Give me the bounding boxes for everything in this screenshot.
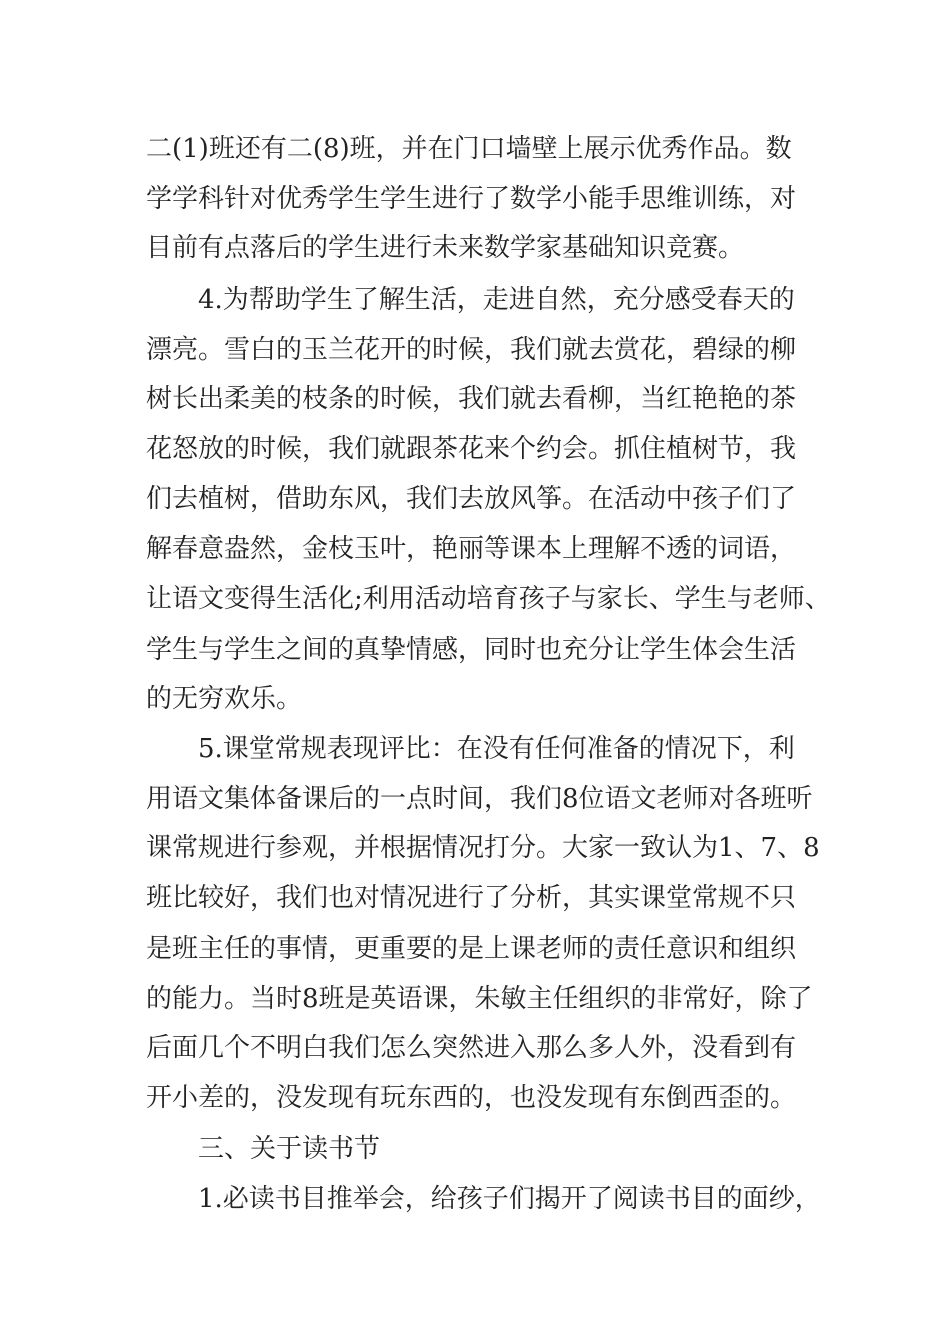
text-line: 的能力。当时8班是英语课，朱敏主任组织的非常好，除了 <box>146 984 813 1014</box>
text-line: 的无穷欢乐。 <box>146 684 303 714</box>
text-line: 让语文变得生活化;利用活动培育孩子与家长、学生与老师、 <box>146 584 831 614</box>
text-line: 漂亮。雪白的玉兰花开的时候，我们就去赏花，碧绿的柳 <box>146 335 797 365</box>
text-line: 4.为帮助学生了解生活，走进自然，充分感受春天的 <box>198 285 795 315</box>
text-line: 目前有点落后的学生进行未来数学家基础知识竞赛。 <box>146 233 745 263</box>
text-line: 5.课堂常规表现评比：在没有任何准备的情况下，利 <box>198 734 795 764</box>
section-heading: 三、关于读书节 <box>198 1134 381 1164</box>
text-line: 班比较好，我们也对情况进行了分析，其实课堂常规不只 <box>146 883 797 913</box>
text-line: 学学科针对优秀学生学生进行了数学小能手思维训练，对 <box>146 184 797 214</box>
text-line: 开小差的，没发现有玩东西的，也没发现有东倒西歪的。 <box>146 1083 797 1113</box>
text-line: 树长出柔美的枝条的时候，我们就去看柳，当红艳艳的茶 <box>146 384 797 414</box>
text-line: 花怒放的时候，我们就跟茶花来个约会。抓住植树节，我 <box>146 434 797 464</box>
text-line: 学生与学生之间的真挚情感，同时也充分让学生体会生活 <box>146 635 797 665</box>
text-line: 们去植树，借助东风，我们去放风筝。在活动中孩子们了 <box>146 484 797 514</box>
text-line: 二(1)班还有二(8)班，并在门口墙壁上展示优秀作品。数 <box>146 134 792 164</box>
text-line: 1.必读书目推举会，给孩子们揭开了阅读书目的面纱， <box>198 1184 821 1214</box>
text-line: 用语文集体备课后的一点时间，我们8位语文老师对各班听 <box>146 784 813 814</box>
text-line: 后面几个不明白我们怎么突然进入那么多人外，没看到有 <box>146 1033 797 1063</box>
text-line: 解春意盎然，金枝玉叶，艳丽等课本上理解不透的词语， <box>146 534 797 564</box>
text-line: 是班主任的事情，更重要的是上课老师的责任意识和组织 <box>146 934 797 964</box>
text-line: 课常规进行参观，并根据情况打分。大家一致认为1、7、8 <box>146 833 820 863</box>
